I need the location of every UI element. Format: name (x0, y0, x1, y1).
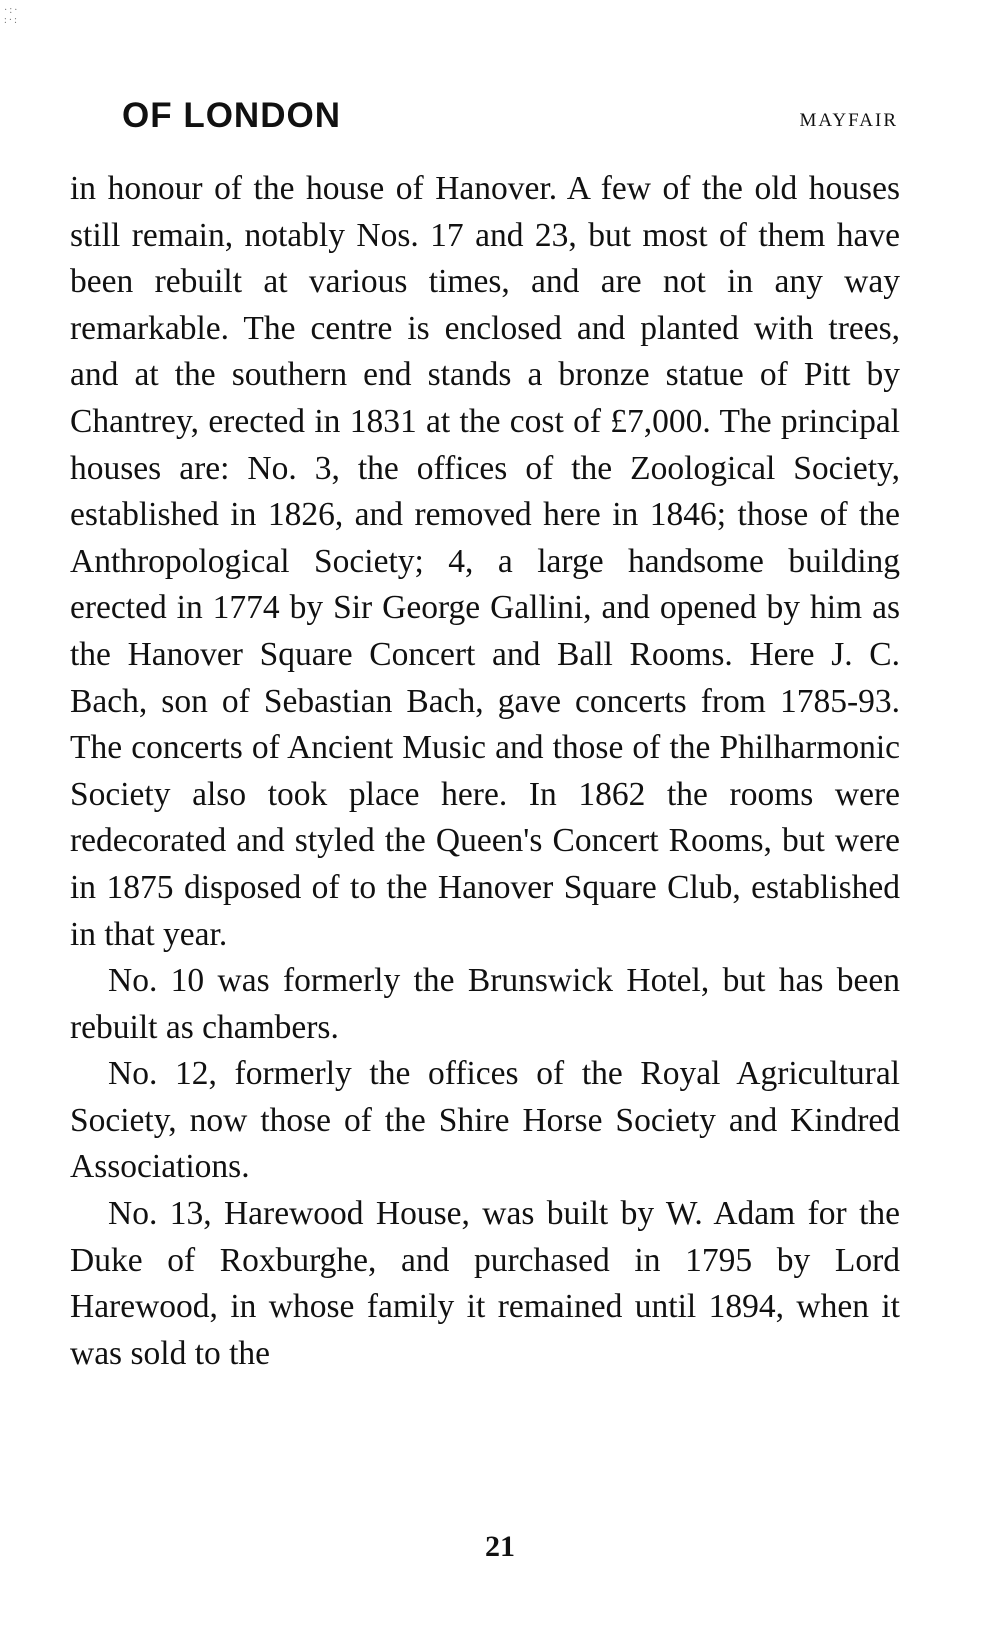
paragraph: No. 13, Harewood House, was built by W. Adam for the Duke of Roxburghe, and purchased in 1795 by Lord Harewood, in whose family it remained until 1894, when it was sold to the (70, 1195, 900, 1372)
body-text (70, 166, 900, 1377)
page-number: 21 (485, 1530, 515, 1563)
running-head-title: OF LONDON (122, 96, 341, 135)
scan-specks-decoration: ·:· :·: (4, 5, 20, 26)
paragraph: in honour of the house of Hanover. A few of the old houses still remain, notably Nos. 17 and 23, but most of them have been rebuilt at various times, and are not in any way remarkable. The centre is enclosed and planted with trees, and at the southern end stands a bronze statue of Pitt by Chantrey, erected in 1831 at the cost of £7,000. The principal houses are: No. 3, the offices of the Zoological Society, established in 1826, and removed here in 1846; those of the Anthropological Society; 4, a large handsome building erected in 1774 by Sir George Gallini, and opened by him as the Hanover Square Concert and Ball Rooms. Here J. C. Bach, son of Sebastian Bach, gave concerts from 1785-93. The concerts of Ancient Music and those of the Philharmonic Society also took place here. In 1862 the rooms were redecorated and styled the Queen's Concert Rooms, but were in 1875 disposed of to the Hanover Square Club, established in that year. (70, 170, 900, 953)
running-header (112, 96, 898, 146)
paragraph: No. 12, formerly the offices of the Royal Agricultural Society, now those of the Shire Horse Society and Kindred Associations. (70, 1055, 900, 1186)
paragraph: No. 10 was formerly the Brunswick Hotel, but has been rebuilt as chambers. (70, 962, 900, 1046)
running-head-section: MAYFAIR (799, 110, 898, 131)
